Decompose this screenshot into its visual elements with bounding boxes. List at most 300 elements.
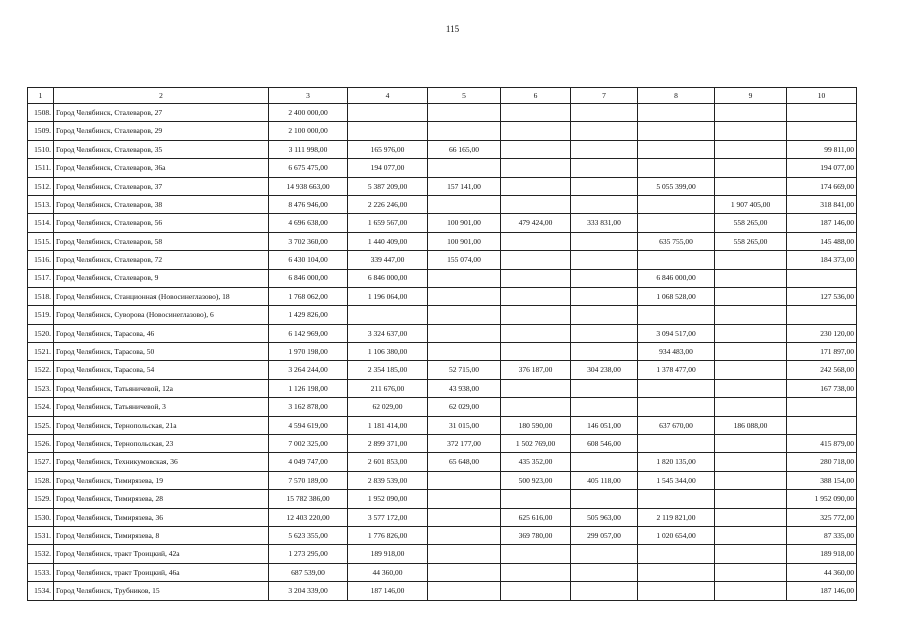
address-cell: Город Челябинск, Сталеваров, 36а — [54, 159, 269, 177]
amount-cell — [571, 324, 638, 342]
amount-cell — [501, 159, 571, 177]
amount-cell — [715, 306, 787, 324]
amount-cell: 8 476 946,00 — [269, 195, 348, 213]
amount-cell — [715, 379, 787, 397]
amount-cell — [638, 563, 715, 581]
table-row — [28, 361, 857, 379]
amount-cell: 388 154,00 — [787, 471, 857, 489]
amount-cell — [501, 563, 571, 581]
amount-cell: 52 715,00 — [428, 361, 501, 379]
amount-cell: 2 601 853,00 — [348, 453, 428, 471]
amount-cell — [501, 251, 571, 269]
amount-cell: 3 264 244,00 — [269, 361, 348, 379]
amount-cell: 6 846 000,00 — [348, 269, 428, 287]
amount-cell — [571, 104, 638, 122]
address-cell: Город Челябинск, Тимирязева, 8 — [54, 526, 269, 544]
amount-cell — [715, 508, 787, 526]
amount-cell: 1 776 826,00 — [348, 526, 428, 544]
address-cell: Город Челябинск, Станционная (Новосинеглазово), 18 — [54, 287, 269, 305]
column-header: 1 — [28, 88, 54, 104]
table-row — [28, 343, 857, 361]
amount-cell — [715, 545, 787, 563]
amount-cell — [571, 453, 638, 471]
amount-cell: 3 577 172,00 — [348, 508, 428, 526]
address-cell: Город Челябинск, Тарасова, 50 — [54, 343, 269, 361]
amount-cell — [428, 563, 501, 581]
amount-cell: 4 594 619,00 — [269, 416, 348, 434]
row-number-cell: 1511. — [28, 159, 54, 177]
row-number-cell: 1529. — [28, 490, 54, 508]
amount-cell — [428, 104, 501, 122]
amount-cell — [571, 251, 638, 269]
amount-cell: 558 265,00 — [715, 232, 787, 250]
amount-cell: 4 696 638,00 — [269, 214, 348, 232]
table-row — [28, 195, 857, 213]
column-header: 10 — [787, 88, 857, 104]
amount-cell — [787, 122, 857, 140]
amount-cell: 339 447,00 — [348, 251, 428, 269]
row-number-cell: 1530. — [28, 508, 54, 526]
amount-cell: 146 051,00 — [571, 416, 638, 434]
amount-cell — [501, 232, 571, 250]
amount-cell: 3 111 998,00 — [269, 140, 348, 158]
amount-cell: 194 077,00 — [787, 159, 857, 177]
amount-cell: 435 352,00 — [501, 453, 571, 471]
column-header: 7 — [571, 88, 638, 104]
amount-cell: 62 029,00 — [348, 398, 428, 416]
address-cell: Город Челябинск, Суворова (Новосинеглазово), 6 — [54, 306, 269, 324]
address-cell: Город Челябинск, Тимирязева, 19 — [54, 471, 269, 489]
amount-cell: 500 923,00 — [501, 471, 571, 489]
amount-cell — [501, 140, 571, 158]
amount-cell — [501, 545, 571, 563]
amount-cell: 189 918,00 — [787, 545, 857, 563]
amount-cell: 1 273 295,00 — [269, 545, 348, 563]
amount-cell — [501, 398, 571, 416]
amount-cell — [715, 159, 787, 177]
amount-cell: 65 648,00 — [428, 453, 501, 471]
amount-cell — [501, 269, 571, 287]
amount-cell: 194 077,00 — [348, 159, 428, 177]
amount-cell: 635 755,00 — [638, 232, 715, 250]
amount-cell: 1 820 135,00 — [638, 453, 715, 471]
table-row — [28, 159, 857, 177]
amount-cell — [638, 214, 715, 232]
amount-cell — [715, 582, 787, 600]
amount-cell: 1 502 769,00 — [501, 435, 571, 453]
amount-cell — [501, 324, 571, 342]
amount-cell: 44 360,00 — [348, 563, 428, 581]
address-cell: Город Челябинск, Тарасова, 54 — [54, 361, 269, 379]
amount-cell — [715, 453, 787, 471]
amount-cell: 127 536,00 — [787, 287, 857, 305]
column-header: 4 — [348, 88, 428, 104]
amount-cell: 6 846 000,00 — [638, 269, 715, 287]
amount-cell: 44 360,00 — [787, 563, 857, 581]
amount-cell — [715, 471, 787, 489]
amount-cell — [428, 526, 501, 544]
amount-cell — [787, 416, 857, 434]
amount-cell — [428, 195, 501, 213]
amount-cell: 187 146,00 — [787, 214, 857, 232]
table-row — [28, 508, 857, 526]
amount-cell — [501, 287, 571, 305]
amount-cell: 7 570 189,00 — [269, 471, 348, 489]
amount-cell: 2 839 539,00 — [348, 471, 428, 489]
address-cell: Город Челябинск, Сталеваров, 56 — [54, 214, 269, 232]
address-cell: Город Челябинск, Тернопольская, 21а — [54, 416, 269, 434]
table-row — [28, 563, 857, 581]
amount-cell — [638, 140, 715, 158]
row-number-cell: 1531. — [28, 526, 54, 544]
amount-cell: 171 897,00 — [787, 343, 857, 361]
column-header: 5 — [428, 88, 501, 104]
amount-cell: 5 387 209,00 — [348, 177, 428, 195]
amount-cell — [501, 582, 571, 600]
row-number-cell: 1524. — [28, 398, 54, 416]
amount-cell — [638, 490, 715, 508]
amount-cell: 6 846 000,00 — [269, 269, 348, 287]
amount-cell: 3 094 517,00 — [638, 324, 715, 342]
row-number-cell: 1525. — [28, 416, 54, 434]
amount-cell: 372 177,00 — [428, 435, 501, 453]
amount-cell: 369 780,00 — [501, 526, 571, 544]
amount-cell — [348, 306, 428, 324]
address-cell: Город Челябинск, тракт Троицкий, 46а — [54, 563, 269, 581]
amount-cell: 1 429 826,00 — [269, 306, 348, 324]
amount-cell: 165 976,00 — [348, 140, 428, 158]
table-body — [28, 104, 857, 601]
amount-cell — [715, 361, 787, 379]
table-row — [28, 545, 857, 563]
address-cell: Город Челябинск, Тимирязева, 28 — [54, 490, 269, 508]
amount-cell — [501, 177, 571, 195]
amount-cell: 2 354 185,00 — [348, 361, 428, 379]
register-table — [27, 87, 857, 601]
amount-cell — [571, 343, 638, 361]
address-cell: Город Челябинск, Техникумовская, 36 — [54, 453, 269, 471]
row-number-cell: 1513. — [28, 195, 54, 213]
amount-cell: 157 141,00 — [428, 177, 501, 195]
table-row — [28, 490, 857, 508]
address-cell: Город Челябинск, Татьяничевой, 3 — [54, 398, 269, 416]
amount-cell: 3 162 878,00 — [269, 398, 348, 416]
amount-cell — [428, 582, 501, 600]
amount-cell — [428, 287, 501, 305]
amount-cell: 608 546,00 — [571, 435, 638, 453]
column-header: 8 — [638, 88, 715, 104]
amount-cell: 1 952 090,00 — [787, 490, 857, 508]
amount-cell: 1 970 198,00 — [269, 343, 348, 361]
table-row — [28, 435, 857, 453]
address-cell: Город Челябинск, Сталеваров, 27 — [54, 104, 269, 122]
amount-cell: 6 675 475,00 — [269, 159, 348, 177]
amount-cell — [638, 582, 715, 600]
table-row — [28, 104, 857, 122]
amount-cell — [348, 104, 428, 122]
amount-cell — [428, 306, 501, 324]
amount-cell — [571, 287, 638, 305]
amount-cell — [428, 269, 501, 287]
header-row — [28, 88, 857, 104]
amount-cell: 15 782 386,00 — [269, 490, 348, 508]
amount-cell — [428, 324, 501, 342]
row-number-cell: 1515. — [28, 232, 54, 250]
amount-cell — [715, 398, 787, 416]
amount-cell: 187 146,00 — [348, 582, 428, 600]
amount-cell — [571, 563, 638, 581]
amount-cell: 187 146,00 — [787, 582, 857, 600]
address-cell: Город Челябинск, Тернопольская, 23 — [54, 435, 269, 453]
amount-cell: 1 106 380,00 — [348, 343, 428, 361]
amount-cell: 318 841,00 — [787, 195, 857, 213]
amount-cell — [638, 398, 715, 416]
amount-cell: 100 901,00 — [428, 232, 501, 250]
amount-cell: 155 074,00 — [428, 251, 501, 269]
amount-cell — [571, 195, 638, 213]
amount-cell — [571, 122, 638, 140]
table-row — [28, 582, 857, 600]
address-cell: Город Челябинск, Татьяничевой, 12а — [54, 379, 269, 397]
amount-cell: 325 772,00 — [787, 508, 857, 526]
amount-cell: 1 907 405,00 — [715, 195, 787, 213]
amount-cell: 211 676,00 — [348, 379, 428, 397]
amount-cell: 2 400 000,00 — [269, 104, 348, 122]
amount-cell: 12 403 220,00 — [269, 508, 348, 526]
row-number-cell: 1512. — [28, 177, 54, 195]
amount-cell: 180 590,00 — [501, 416, 571, 434]
amount-cell: 14 938 663,00 — [269, 177, 348, 195]
address-cell: Город Челябинск, Сталеваров, 9 — [54, 269, 269, 287]
amount-cell — [571, 545, 638, 563]
amount-cell: 415 879,00 — [787, 435, 857, 453]
column-header: 9 — [715, 88, 787, 104]
amount-cell — [348, 122, 428, 140]
amount-cell: 99 811,00 — [787, 140, 857, 158]
amount-cell — [715, 269, 787, 287]
row-number-cell: 1528. — [28, 471, 54, 489]
row-number-cell: 1526. — [28, 435, 54, 453]
amount-cell: 1 068 528,00 — [638, 287, 715, 305]
table-row — [28, 398, 857, 416]
amount-cell — [638, 159, 715, 177]
row-number-cell: 1509. — [28, 122, 54, 140]
amount-cell — [428, 545, 501, 563]
address-cell: Город Челябинск, Сталеваров, 37 — [54, 177, 269, 195]
row-number-cell: 1514. — [28, 214, 54, 232]
amount-cell — [787, 398, 857, 416]
amount-cell: 62 029,00 — [428, 398, 501, 416]
amount-cell: 304 238,00 — [571, 361, 638, 379]
address-cell: Город Челябинск, Сталеваров, 38 — [54, 195, 269, 213]
amount-cell — [638, 122, 715, 140]
amount-cell — [787, 306, 857, 324]
table-row — [28, 269, 857, 287]
amount-cell — [787, 269, 857, 287]
row-number-cell: 1533. — [28, 563, 54, 581]
amount-cell: 934 483,00 — [638, 343, 715, 361]
row-number-cell: 1508. — [28, 104, 54, 122]
amount-cell — [428, 490, 501, 508]
amount-cell — [501, 379, 571, 397]
table-row — [28, 453, 857, 471]
address-cell: Город Челябинск, тракт Троицкий, 42а — [54, 545, 269, 563]
amount-cell — [428, 159, 501, 177]
table-row — [28, 416, 857, 434]
amount-cell: 405 118,00 — [571, 471, 638, 489]
amount-cell: 3 702 360,00 — [269, 232, 348, 250]
row-number-cell: 1523. — [28, 379, 54, 397]
amount-cell: 6 142 969,00 — [269, 324, 348, 342]
amount-cell: 333 831,00 — [571, 214, 638, 232]
table-row — [28, 177, 857, 195]
amount-cell: 299 057,00 — [571, 526, 638, 544]
row-number-cell: 1519. — [28, 306, 54, 324]
amount-cell: 1 378 477,00 — [638, 361, 715, 379]
amount-cell — [501, 122, 571, 140]
amount-cell: 5 623 355,00 — [269, 526, 348, 544]
amount-cell: 637 670,00 — [638, 416, 715, 434]
amount-cell — [715, 324, 787, 342]
table-row — [28, 140, 857, 158]
amount-cell: 625 616,00 — [501, 508, 571, 526]
amount-cell: 3 204 339,00 — [269, 582, 348, 600]
table-row — [28, 324, 857, 342]
row-number-cell: 1522. — [28, 361, 54, 379]
amount-cell: 66 165,00 — [428, 140, 501, 158]
row-number-cell: 1520. — [28, 324, 54, 342]
amount-cell: 3 324 637,00 — [348, 324, 428, 342]
table-row — [28, 471, 857, 489]
amount-cell — [501, 306, 571, 324]
address-cell: Город Челябинск, Тарасова, 46 — [54, 324, 269, 342]
amount-cell: 174 669,00 — [787, 177, 857, 195]
amount-cell — [638, 104, 715, 122]
amount-cell — [715, 104, 787, 122]
amount-cell — [715, 343, 787, 361]
amount-cell: 1 181 414,00 — [348, 416, 428, 434]
amount-cell: 43 938,00 — [428, 379, 501, 397]
page-number: 115 — [445, 24, 460, 34]
amount-cell: 87 335,00 — [787, 526, 857, 544]
amount-cell: 280 718,00 — [787, 453, 857, 471]
amount-cell — [571, 159, 638, 177]
amount-cell — [571, 140, 638, 158]
amount-cell — [715, 563, 787, 581]
row-number-cell: 1518. — [28, 287, 54, 305]
amount-cell — [715, 490, 787, 508]
amount-cell — [638, 545, 715, 563]
amount-cell: 1 768 062,00 — [269, 287, 348, 305]
amount-cell: 100 901,00 — [428, 214, 501, 232]
amount-cell — [715, 287, 787, 305]
amount-cell — [501, 490, 571, 508]
address-cell: Город Челябинск, Трубников, 15 — [54, 582, 269, 600]
amount-cell: 2 899 371,00 — [348, 435, 428, 453]
row-number-cell: 1521. — [28, 343, 54, 361]
amount-cell: 242 568,00 — [787, 361, 857, 379]
amount-cell: 1 952 090,00 — [348, 490, 428, 508]
amount-cell — [571, 177, 638, 195]
address-cell: Город Челябинск, Сталеваров, 29 — [54, 122, 269, 140]
address-cell: Город Челябинск, Сталеваров, 58 — [54, 232, 269, 250]
amount-cell — [715, 177, 787, 195]
table-row — [28, 526, 857, 544]
table-row — [28, 379, 857, 397]
amount-cell: 184 373,00 — [787, 251, 857, 269]
row-number-cell: 1532. — [28, 545, 54, 563]
row-number-cell: 1516. — [28, 251, 54, 269]
amount-cell: 2 119 821,00 — [638, 508, 715, 526]
amount-cell: 4 049 747,00 — [269, 453, 348, 471]
amount-cell — [501, 195, 571, 213]
amount-cell — [571, 269, 638, 287]
amount-cell: 1 196 064,00 — [348, 287, 428, 305]
amount-cell — [638, 195, 715, 213]
amount-cell — [715, 435, 787, 453]
amount-cell — [638, 306, 715, 324]
amount-cell: 1 440 409,00 — [348, 232, 428, 250]
amount-cell: 189 918,00 — [348, 545, 428, 563]
amount-cell — [501, 104, 571, 122]
table-row — [28, 232, 857, 250]
amount-cell — [571, 490, 638, 508]
amount-cell — [571, 582, 638, 600]
amount-cell: 558 265,00 — [715, 214, 787, 232]
amount-cell: 145 488,00 — [787, 232, 857, 250]
amount-cell: 7 002 325,00 — [269, 435, 348, 453]
amount-cell — [428, 343, 501, 361]
amount-cell: 479 424,00 — [501, 214, 571, 232]
column-header: 2 — [54, 88, 269, 104]
table-row — [28, 306, 857, 324]
amount-cell — [787, 104, 857, 122]
amount-cell: 2 226 246,00 — [348, 195, 428, 213]
column-header: 6 — [501, 88, 571, 104]
row-number-cell: 1517. — [28, 269, 54, 287]
amount-cell: 1 659 567,00 — [348, 214, 428, 232]
amount-cell: 31 015,00 — [428, 416, 501, 434]
amount-cell — [501, 343, 571, 361]
amount-cell: 376 187,00 — [501, 361, 571, 379]
table-row — [28, 122, 857, 140]
amount-cell — [715, 140, 787, 158]
amount-cell — [571, 232, 638, 250]
amount-cell — [715, 122, 787, 140]
amount-cell: 6 430 104,00 — [269, 251, 348, 269]
amount-cell: 1 126 198,00 — [269, 379, 348, 397]
table-row — [28, 287, 857, 305]
amount-cell: 5 055 399,00 — [638, 177, 715, 195]
row-number-cell: 1510. — [28, 140, 54, 158]
amount-cell — [638, 435, 715, 453]
amount-cell — [428, 508, 501, 526]
amount-cell: 186 088,00 — [715, 416, 787, 434]
amount-cell — [715, 251, 787, 269]
column-header: 3 — [269, 88, 348, 104]
address-cell: Город Челябинск, Сталеваров, 35 — [54, 140, 269, 158]
amount-cell: 1 545 344,00 — [638, 471, 715, 489]
amount-cell: 1 020 654,00 — [638, 526, 715, 544]
amount-cell: 167 738,00 — [787, 379, 857, 397]
amount-cell — [715, 526, 787, 544]
amount-cell: 230 120,00 — [787, 324, 857, 342]
amount-cell: 687 539,00 — [269, 563, 348, 581]
table-row — [28, 214, 857, 232]
amount-cell — [571, 379, 638, 397]
row-number-cell: 1534. — [28, 582, 54, 600]
address-cell: Город Челябинск, Сталеваров, 72 — [54, 251, 269, 269]
